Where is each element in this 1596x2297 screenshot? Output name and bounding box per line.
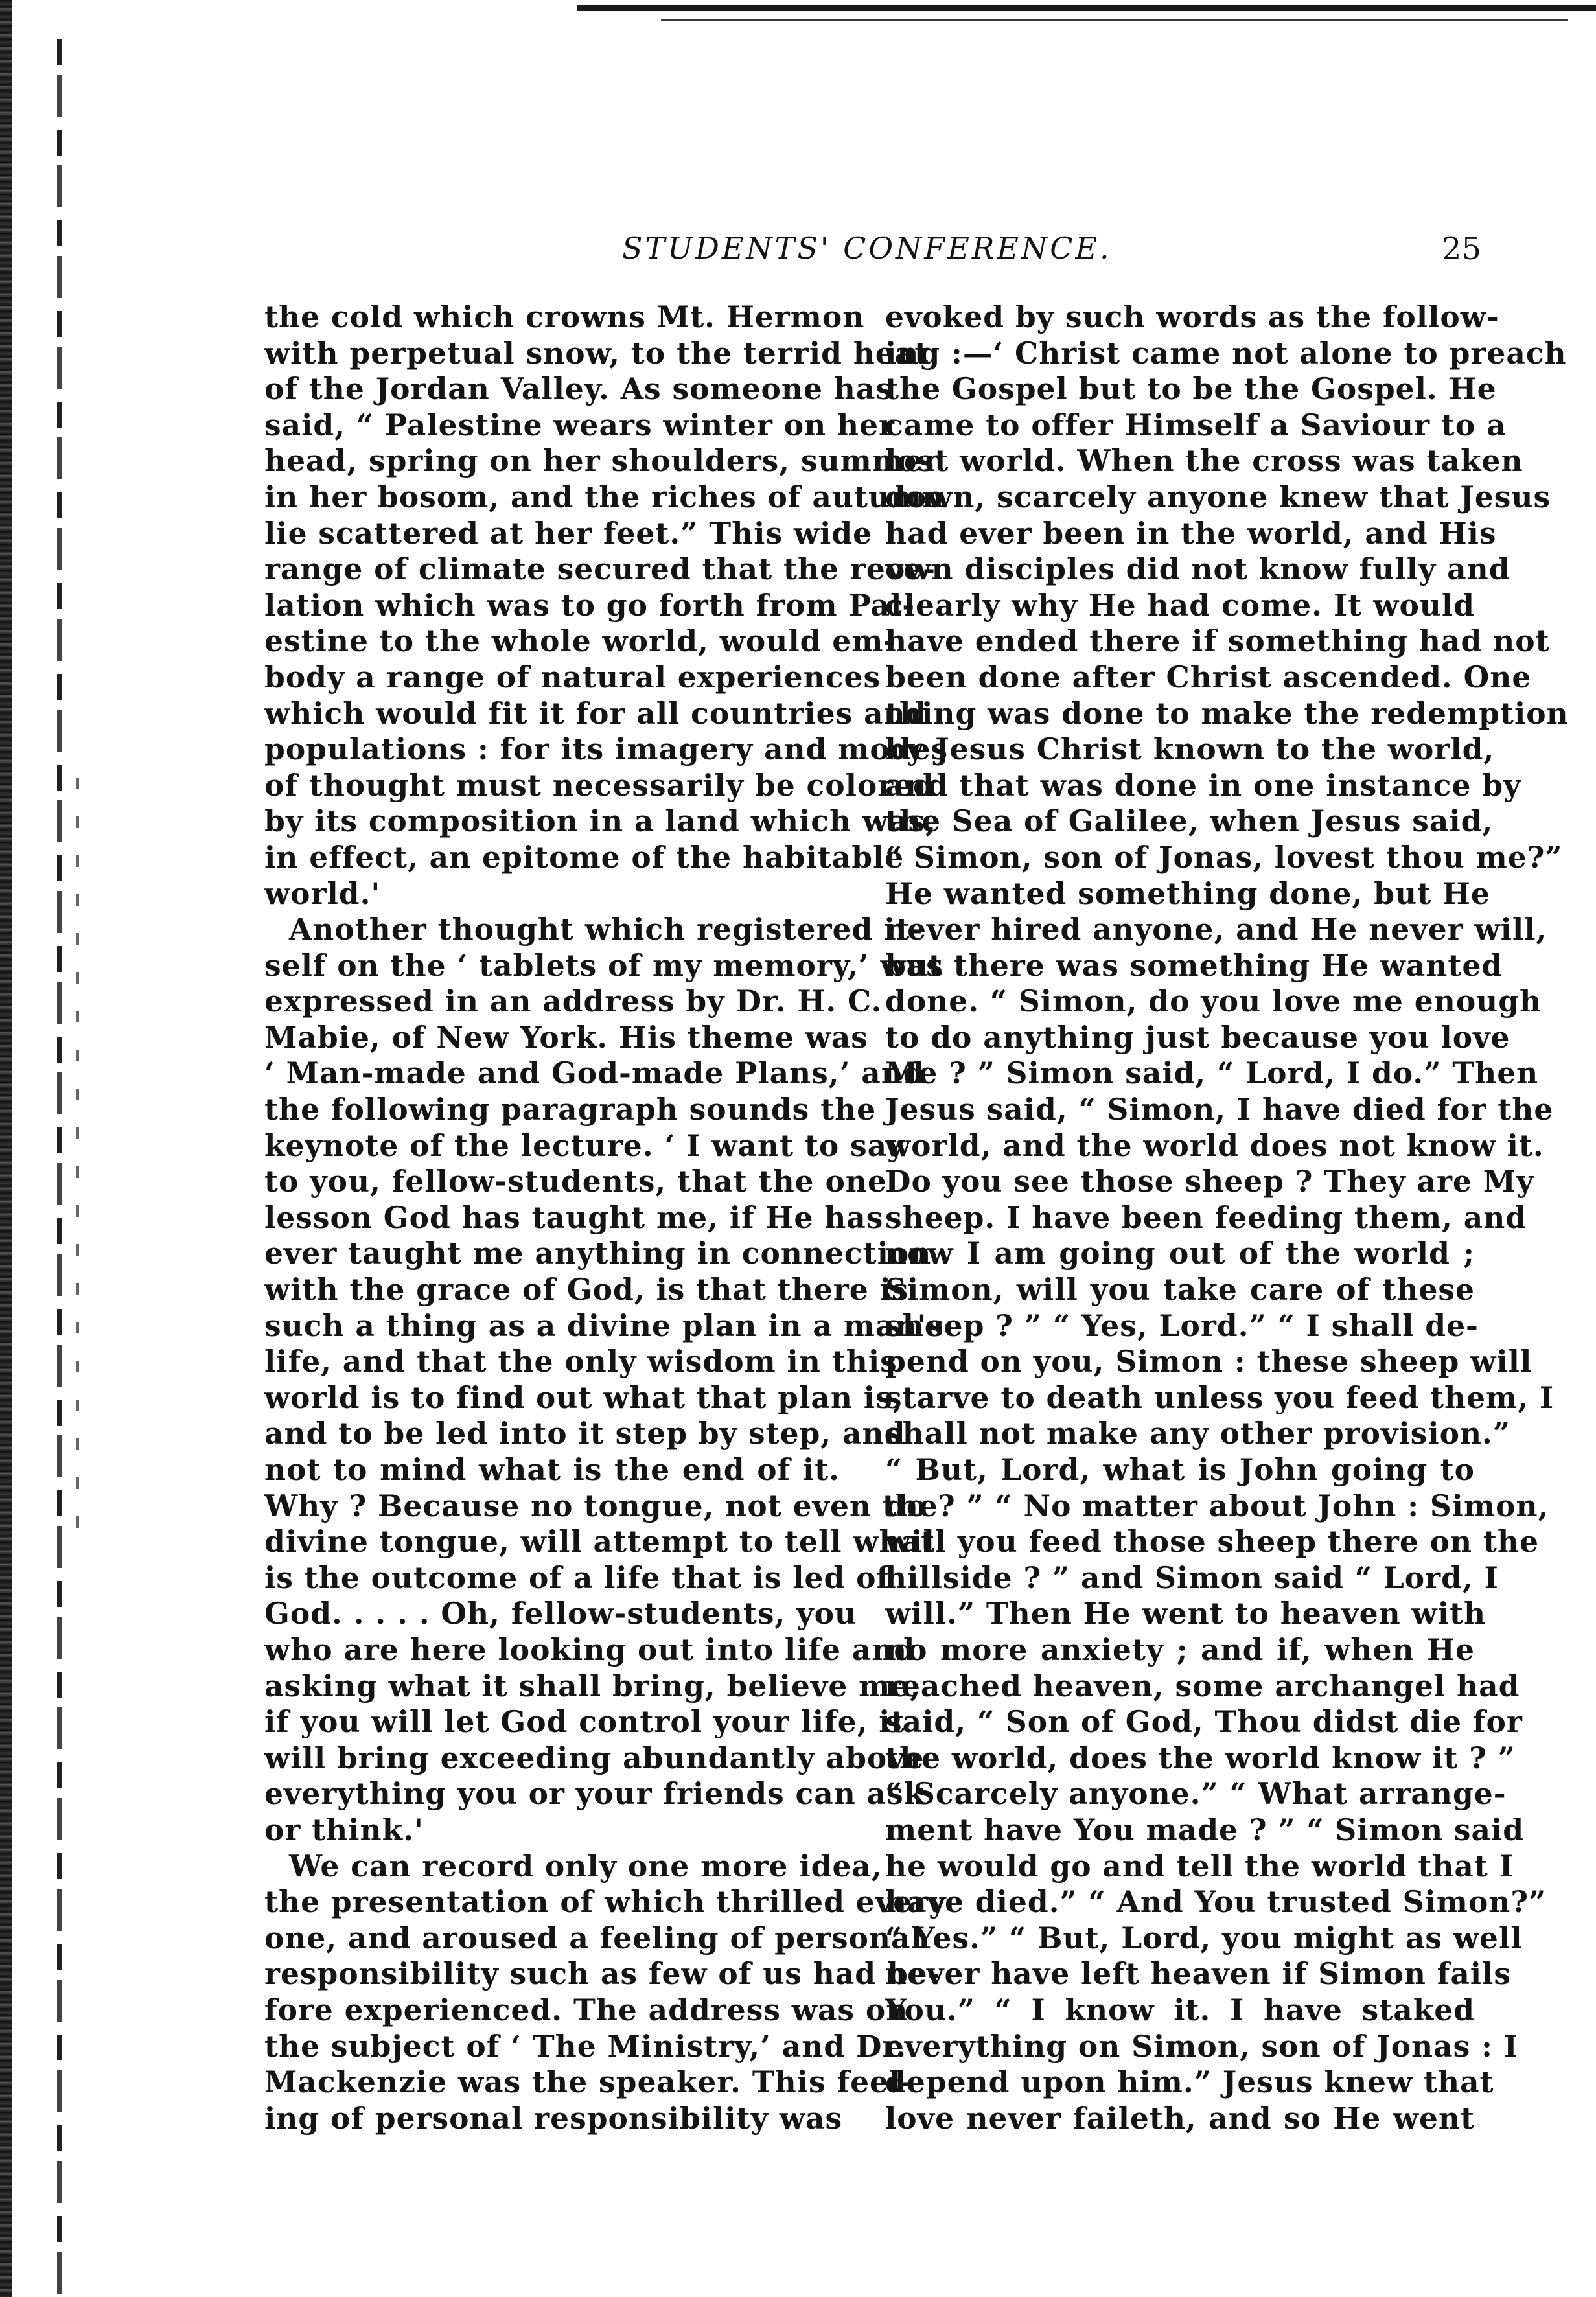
text-line: Simon, will you take care of these bbox=[885, 1272, 1475, 1308]
text-line: love never faileth, and so He went bbox=[885, 2100, 1475, 2136]
text-line: sheep ? ” “ Yes, Lord.” “ I shall de- bbox=[885, 1308, 1479, 1343]
text-line: who are here looking out into life and bbox=[264, 1632, 916, 1667]
text-line: world is to find out what that plan is, bbox=[264, 1379, 904, 1415]
text-line: and to be led into it step by step, and bbox=[264, 1416, 906, 1451]
binding-shadow-strip bbox=[0, 0, 12, 2297]
text-line: with perpetual snow, to the terrid heat bbox=[264, 335, 929, 371]
text-line: depend upon him.” Jesus knew that bbox=[885, 2064, 1494, 2100]
text-line: “ Yes.” “ But, Lord, you might as well bbox=[885, 1920, 1523, 1956]
text-line: and that was done in one instance by bbox=[885, 767, 1521, 803]
text-line: ‘ Man-made and God-made Plans,’ and bbox=[264, 1056, 925, 1091]
left-text-column bbox=[264, 299, 949, 2136]
text-line: thing was done to make the redemption bbox=[885, 695, 1569, 731]
text-line: Mackenzie was the speaker. This feel- bbox=[264, 2064, 914, 2100]
text-line: down, scarcely anyone knew that Jesus bbox=[885, 479, 1551, 514]
text-line: fore experienced. The address was on bbox=[264, 1992, 908, 2027]
text-line: never have left heaven if Simon fails bbox=[885, 1956, 1511, 1992]
text-line: evoked by such words as the follow- bbox=[885, 299, 1499, 334]
text-line: of thought must necessarily be colored bbox=[264, 767, 934, 803]
text-line: of the Jordan Valley. As someone has bbox=[264, 371, 893, 407]
text-line: he would go and tell the world that I bbox=[885, 1848, 1514, 1884]
text-line: He wanted something done, but He bbox=[885, 875, 1490, 911]
page-binding-edge bbox=[0, 0, 78, 2297]
text-line: had ever been in the world, and His bbox=[885, 515, 1497, 551]
text-line: reached heaven, some archangel had bbox=[885, 1668, 1520, 1703]
text-line: never hired anyone, and He never will, bbox=[885, 912, 1547, 947]
text-line: asking what it shall bring, believe me, bbox=[264, 1668, 921, 1703]
text-line: life, and that the only wisdom in this bbox=[264, 1344, 897, 1379]
text-line: is the outcome of a life that is led of bbox=[264, 1560, 890, 1595]
text-line: lation which was to go forth from Pal- bbox=[264, 587, 916, 623]
text-line: the following paragraph sounds the bbox=[264, 1092, 877, 1127]
text-line: will you feed those sheep there on the bbox=[885, 1524, 1539, 1560]
text-line: “ Scarcely anyone.” “ What arrange- bbox=[885, 1776, 1507, 1812]
text-line: God. . . . . Oh, fellow-students, you bbox=[264, 1596, 857, 1632]
text-line: everything on Simon, son of Jonas : I bbox=[885, 2028, 1518, 2064]
binding-scan-artifact bbox=[76, 778, 79, 1555]
text-line: hillside ? ” and Simon said “ Lord, I bbox=[885, 1560, 1499, 1595]
text-line: now I am going out of the world ; bbox=[885, 1236, 1475, 1271]
text-line: if you will let God control your life, it bbox=[264, 1704, 905, 1740]
text-line: responsibility such as few of us had be- bbox=[264, 1956, 941, 1992]
text-line: We can record only one more idea, bbox=[289, 1848, 883, 1884]
text-line: in her bosom, and the riches of autumn bbox=[264, 479, 945, 514]
text-line: the world, does the world know it ? ” bbox=[885, 1740, 1516, 1775]
text-line: Do you see those sheep ? They are My bbox=[885, 1164, 1534, 1199]
text-line: self on the ‘ tablets of my memory,’ was bbox=[264, 947, 943, 983]
binding-stitch-line bbox=[57, 39, 62, 2294]
text-line: said, “ Palestine wears winter on her bbox=[264, 407, 895, 443]
text-line: will bring exceeding abundantly above bbox=[264, 1740, 925, 1775]
text-line: which would fit it for all countries and bbox=[264, 695, 927, 731]
text-line: not to mind what is the end of it. bbox=[264, 1452, 840, 1487]
text-line: populations : for its imagery and modes bbox=[264, 732, 949, 767]
text-line: expressed in an address by Dr. H. C. bbox=[264, 984, 883, 1019]
text-line: done. “ Simon, do you love me enough bbox=[885, 984, 1542, 1019]
text-line: the subject of ‘ The Ministry,’ and Dr. bbox=[264, 2028, 907, 2064]
text-line: ever taught me anything in connection bbox=[264, 1236, 932, 1271]
page-number: 25 bbox=[1441, 231, 1481, 267]
text-line: or think.' bbox=[264, 1812, 424, 1847]
text-line: one, and aroused a feeling of personal bbox=[264, 1920, 923, 1956]
text-line: range of climate secured that the reve- bbox=[264, 551, 936, 587]
text-line: been done after Christ ascended. One bbox=[885, 659, 1532, 695]
text-line: “ But, Lord, what is John going to bbox=[885, 1452, 1475, 1487]
text-line: head, spring on her shoulders, summer bbox=[264, 443, 940, 479]
running-head-title: STUDENTS' CONFERENCE. bbox=[622, 231, 1112, 266]
text-line: ing :—‘ Christ came not alone to preach bbox=[885, 335, 1567, 371]
text-line: said, “ Son of God, Thou didst die for bbox=[885, 1704, 1523, 1740]
text-line: the cold which crowns Mt. Hermon bbox=[264, 299, 865, 334]
text-line: with the grace of God, is that there is bbox=[264, 1272, 909, 1308]
text-line: came to offer Himself a Saviour to a bbox=[885, 407, 1507, 443]
text-line: Why ? Because no tongue, not even the bbox=[264, 1488, 938, 1523]
text-line: Me ? ” Simon said, “ Lord, I do.” Then bbox=[885, 1056, 1539, 1091]
text-line: world, and the world does not know it. bbox=[885, 1127, 1544, 1163]
text-line: in effect, an epitome of the habitable bbox=[264, 839, 905, 875]
text-line: shall not make any other provision.” bbox=[885, 1416, 1511, 1451]
text-line: You.” “ I know it. I have staked bbox=[885, 1992, 1475, 2027]
top-scan-rule bbox=[577, 5, 1596, 11]
text-line: the presentation of which thrilled every bbox=[264, 1884, 947, 1920]
text-line: such a thing as a divine plan in a man's bbox=[264, 1308, 944, 1343]
text-line: the Gospel but to be the Gospel. He bbox=[885, 371, 1497, 407]
top-scan-rule-thin bbox=[661, 19, 1568, 21]
text-line: ing of personal responsibility was bbox=[264, 2100, 843, 2136]
text-line: to do anything just because you love bbox=[885, 1019, 1510, 1055]
text-line: Mabie, of New York. His theme was bbox=[264, 1019, 868, 1055]
text-line: clearly why He had come. It would bbox=[885, 587, 1475, 623]
text-line: no more anxiety ; and if, when He bbox=[885, 1632, 1475, 1667]
right-text-column bbox=[885, 299, 1569, 2136]
text-line: ment have You made ? ” “ Simon said bbox=[885, 1812, 1525, 1847]
text-line: Another thought which registered it- bbox=[289, 912, 923, 947]
text-line: by its composition in a land which was, bbox=[264, 803, 936, 839]
text-line: divine tongue, will attempt to tell what bbox=[264, 1524, 936, 1560]
text-line: the Sea of Galilee, when Jesus said, bbox=[885, 803, 1494, 839]
text-line: have ended there if something had not bbox=[885, 623, 1550, 659]
text-line: sheep. I have been feeding them, and bbox=[885, 1199, 1527, 1235]
text-line: Jesus said, “ Simon, I have died for the bbox=[885, 1092, 1554, 1127]
text-line: everything you or your friends can ask bbox=[264, 1776, 925, 1812]
text-line: estine to the whole world, would em- bbox=[264, 623, 897, 659]
text-line: by Jesus Christ known to the world, bbox=[885, 732, 1495, 767]
text-line: keynote of the lecture. ‘ I want to say bbox=[264, 1127, 905, 1163]
text-line: lesson God has taught me, if He has bbox=[264, 1199, 884, 1235]
text-line: will.” Then He went to heaven with bbox=[885, 1596, 1486, 1632]
text-line: world.' bbox=[264, 875, 381, 911]
text-line: body a range of natural experiences bbox=[264, 659, 881, 695]
text-line: starve to death unless you feed them, I bbox=[885, 1379, 1555, 1415]
text-line: have died.” “ And You trusted Simon?” bbox=[885, 1884, 1547, 1920]
text-line: lost world. When the cross was taken bbox=[885, 443, 1523, 479]
text-line: “ Simon, son of Jonas, lovest thou me?” bbox=[885, 839, 1563, 875]
text-line: but there was something He wanted bbox=[885, 947, 1503, 983]
text-line: do ? ” “ No matter about John : Simon, bbox=[885, 1488, 1549, 1523]
text-line: to you, fellow-students, that the one bbox=[264, 1164, 887, 1199]
text-line: lie scattered at her feet.” This wide bbox=[264, 515, 873, 551]
text-line: pend on you, Simon : these sheep will bbox=[885, 1344, 1532, 1379]
text-line: own disciples did not know fully and bbox=[885, 551, 1510, 587]
